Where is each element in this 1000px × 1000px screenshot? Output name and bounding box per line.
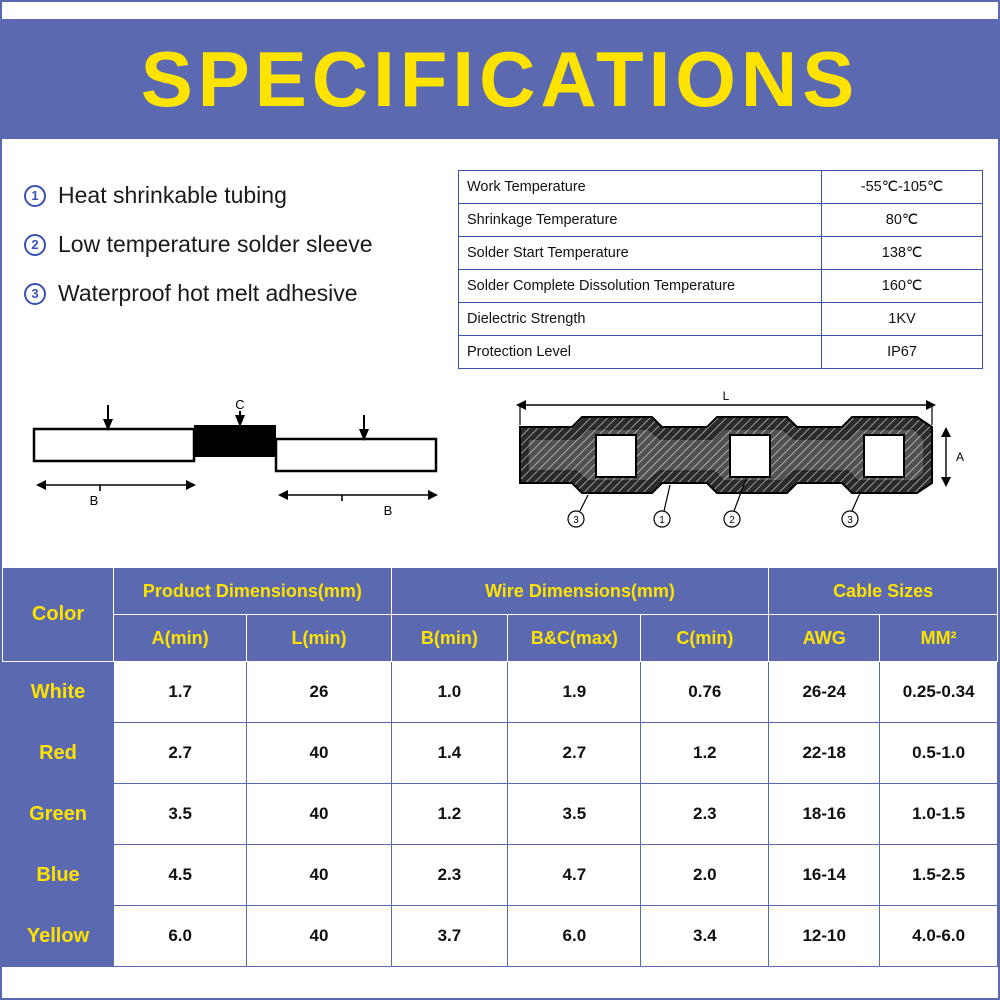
spec-value: 138℃: [822, 237, 983, 270]
spec-value: IP67: [822, 336, 983, 369]
bullet-number-icon: 2: [24, 234, 46, 256]
schematic-svg-right: [502, 387, 972, 537]
table-row: [3, 784, 998, 845]
column-header-color: Color: [3, 568, 114, 662]
column-header-awg: AWG: [769, 615, 880, 662]
bullet-number-icon: 3: [24, 283, 46, 305]
spec-key: Shrinkage Temperature: [459, 204, 822, 237]
cell-mm2: 1.5-2.5: [880, 845, 998, 906]
schematic-svg-left: [12, 397, 452, 527]
diagram-callout-3-left: 3: [573, 515, 579, 526]
cell-c-min: 2.3: [641, 784, 769, 845]
column-group-header-wire-dimensions: Wire Dimensions(mm): [391, 568, 769, 615]
cell-b-min: 1.0: [391, 662, 508, 723]
column-header-a-min: A(min): [114, 615, 247, 662]
cell-a-min: 3.5: [114, 784, 247, 845]
cell-a-min: 6.0: [114, 906, 247, 967]
table-row: [3, 662, 998, 723]
column-header-mm2: MM²: [880, 615, 998, 662]
cell-b-min: 2.3: [391, 845, 508, 906]
cell-awg: 18-16: [769, 784, 880, 845]
table-row: [3, 845, 998, 906]
table-row: [3, 906, 998, 967]
cell-bc-max: 6.0: [508, 906, 641, 967]
spec-value: 160℃: [822, 270, 983, 303]
feature-label: Low temperature solder sleeve: [58, 231, 373, 257]
page-header: [2, 19, 998, 139]
diagram-label-a: A: [955, 450, 965, 464]
diagram-callout-3-right: 3: [847, 515, 853, 526]
cell-a-min: 4.5: [114, 845, 247, 906]
table-row: [459, 237, 983, 270]
cell-c-min: 3.4: [641, 906, 769, 967]
cell-c-min: 0.76: [641, 662, 769, 723]
spec-value: 80℃: [822, 204, 983, 237]
cell-mm2: 4.0-6.0: [880, 906, 998, 967]
spec-key: Solder Complete Dissolution Temperature: [459, 270, 822, 303]
cell-c-min: 1.2: [641, 723, 769, 784]
diagram-callout-2: 2: [729, 515, 735, 526]
diagram-label-b-left: B: [89, 493, 99, 508]
spec-key: Protection Level: [459, 336, 822, 369]
cell-mm2: 1.0-1.5: [880, 784, 998, 845]
cell-bc-max: 2.7: [508, 723, 641, 784]
cell-bc-max: 1.9: [508, 662, 641, 723]
cell-a-min: 2.7: [114, 723, 247, 784]
feature-label: Heat shrinkable tubing: [58, 182, 287, 208]
row-color-label: Blue: [3, 845, 114, 906]
table-header-row-subs: [3, 615, 998, 662]
cell-c-min: 2.0: [641, 845, 769, 906]
cell-b-min: 1.2: [391, 784, 508, 845]
diagram-callout-1: 1: [659, 515, 665, 526]
table-row: [459, 336, 983, 369]
table-row: [459, 303, 983, 336]
bullet-number-icon: 1: [24, 185, 46, 207]
column-header-l-min: L(min): [247, 615, 391, 662]
list-item: [24, 280, 444, 307]
cell-mm2: 0.5-1.0: [880, 723, 998, 784]
features-list: [24, 182, 444, 329]
cell-l-min: 40: [247, 906, 391, 967]
column-header-bc-max: B&C(max): [508, 615, 641, 662]
cell-b-min: 1.4: [391, 723, 508, 784]
diagram-label-b-right: B: [383, 503, 393, 518]
cell-a-min: 1.7: [114, 662, 247, 723]
list-item: [24, 182, 444, 209]
spec-key: Dielectric Strength: [459, 303, 822, 336]
column-group-header-product-dimensions: Product Dimensions(mm): [114, 568, 392, 615]
cell-l-min: 40: [247, 784, 391, 845]
diagram-label-l: L: [722, 389, 730, 403]
spec-value: -55℃-105℃: [822, 171, 983, 204]
table-row: [459, 171, 983, 204]
cell-awg: 26-24: [769, 662, 880, 723]
spec-key: Work Temperature: [459, 171, 822, 204]
column-header-c-min: C(min): [641, 615, 769, 662]
row-color-label: Green: [3, 784, 114, 845]
cell-bc-max: 3.5: [508, 784, 641, 845]
spec-value: 1KV: [822, 303, 983, 336]
spec-key: Solder Start Temperature: [459, 237, 822, 270]
list-item: [24, 231, 444, 258]
table-row: [459, 270, 983, 303]
cell-l-min: 26: [247, 662, 391, 723]
row-color-label: Red: [3, 723, 114, 784]
cross-section-diagram: [502, 387, 972, 537]
column-group-header-cable-sizes: Cable Sizes: [769, 568, 998, 615]
table-header-row-groups: [3, 568, 998, 615]
diagram-label-c: C: [235, 397, 245, 412]
cell-awg: 16-14: [769, 845, 880, 906]
cell-l-min: 40: [247, 723, 391, 784]
table-row: [459, 204, 983, 237]
specification-table: [458, 170, 983, 369]
cell-bc-max: 4.7: [508, 845, 641, 906]
column-header-b-min: B(min): [391, 615, 508, 662]
cell-l-min: 40: [247, 845, 391, 906]
cell-awg: 22-18: [769, 723, 880, 784]
table-row: [3, 723, 998, 784]
cell-awg: 12-10: [769, 906, 880, 967]
row-color-label: Yellow: [3, 906, 114, 967]
page-title: SPECIFICATIONS: [140, 35, 860, 123]
cell-b-min: 3.7: [391, 906, 508, 967]
cell-mm2: 0.25-0.34: [880, 662, 998, 723]
feature-label: Waterproof hot melt adhesive: [58, 280, 358, 306]
row-color-label: White: [3, 662, 114, 723]
solder-sleeve-schematic-diagram: [12, 397, 452, 527]
dimensions-table: [2, 567, 998, 967]
